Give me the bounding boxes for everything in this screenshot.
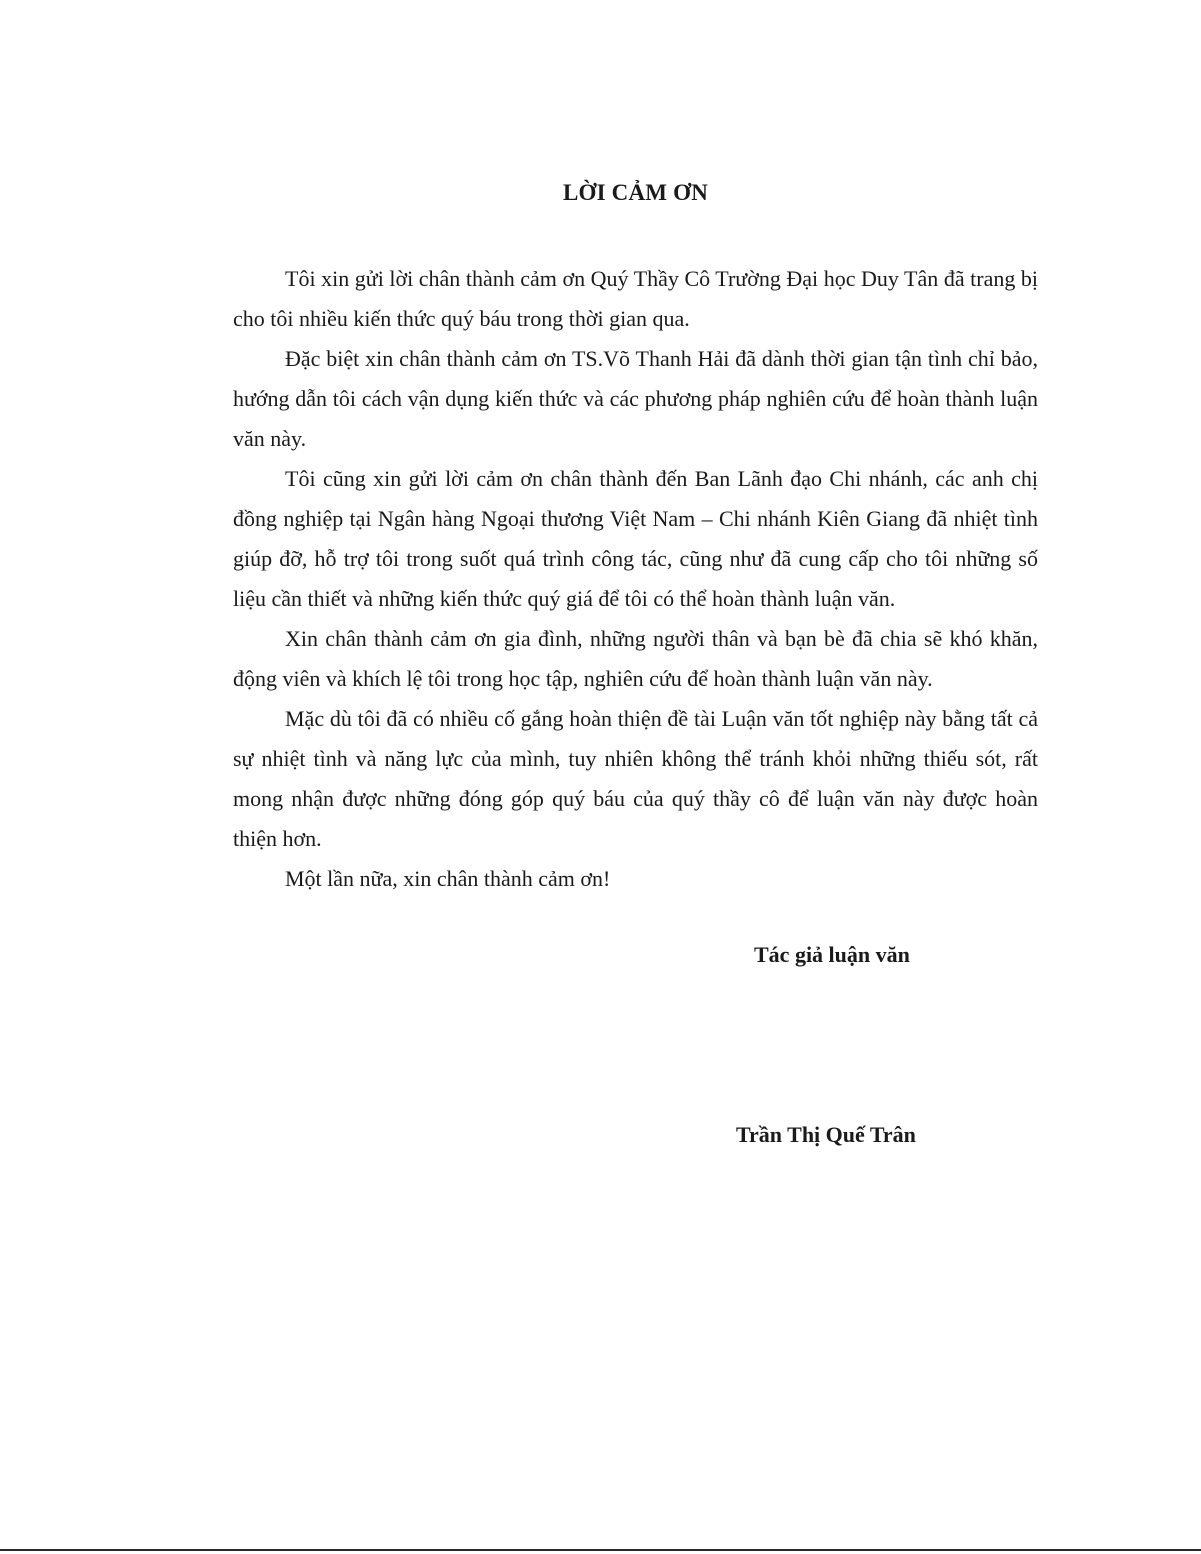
- document-body: [233, 259, 1038, 899]
- signature-title: Tác giả luận văn: [754, 942, 910, 967]
- paragraph-5: Mặc dù tôi đã có nhiều cố gắng hoàn thiện đề tài Luận văn tốt nghiệp này bằng tất cả sự nhiệt tình và năng lực của mình, tuy nhiên không thể tránh khỏi những thiếu sót, rất mong nhận được những đóng góp quý báu của quý thầy cô để luận văn này được hoàn thiện hơn.: [233, 706, 1038, 851]
- bottom-divider: [0, 1549, 1201, 1551]
- paragraph-1: Tôi xin gửi lời chân thành cảm ơn Quý Thầy Cô Trường Đại học Duy Tân đã trang bị cho tôi nhiều kiến thức quý báu trong thời gian qua.: [233, 266, 1038, 331]
- paragraph-6: Một lần nữa, xin chân thành cảm ơn!: [285, 866, 611, 891]
- paragraph-4: Xin chân thành cảm ơn gia đình, những người thân và bạn bè đã chia sẽ khó khăn, động viên và khích lệ tôi trong học tập, nghiên cứu để hoàn thành luận văn này.: [233, 626, 1038, 691]
- page-title: LỜI CẢM ƠN: [562, 180, 709, 205]
- signature-name: Trần Thị Quế Trân: [736, 1122, 916, 1147]
- paragraph-3: Tôi cũng xin gửi lời cảm ơn chân thành đến Ban Lãnh đạo Chi nhánh, các anh chị đồng nghiệp tại Ngân hàng Ngoại thương Việt Nam – Chi nhánh Kiên Giang đã nhiệt tình giúp đỡ, hỗ trợ tôi trong suốt quá trình công tác, cũng như đã cung cấp cho tôi những số liệu cần thiết và những kiến thức quý giá để tôi có thể hoàn thành luận văn.: [233, 466, 1038, 611]
- paragraph-2: Đặc biệt xin chân thành cảm ơn TS.Võ Thanh Hải đã dành thời gian tận tình chỉ bảo, hướng dẫn tôi cách vận dụng kiến thức và các phương pháp nghiên cứu để hoàn thành luận văn này.: [233, 346, 1038, 451]
